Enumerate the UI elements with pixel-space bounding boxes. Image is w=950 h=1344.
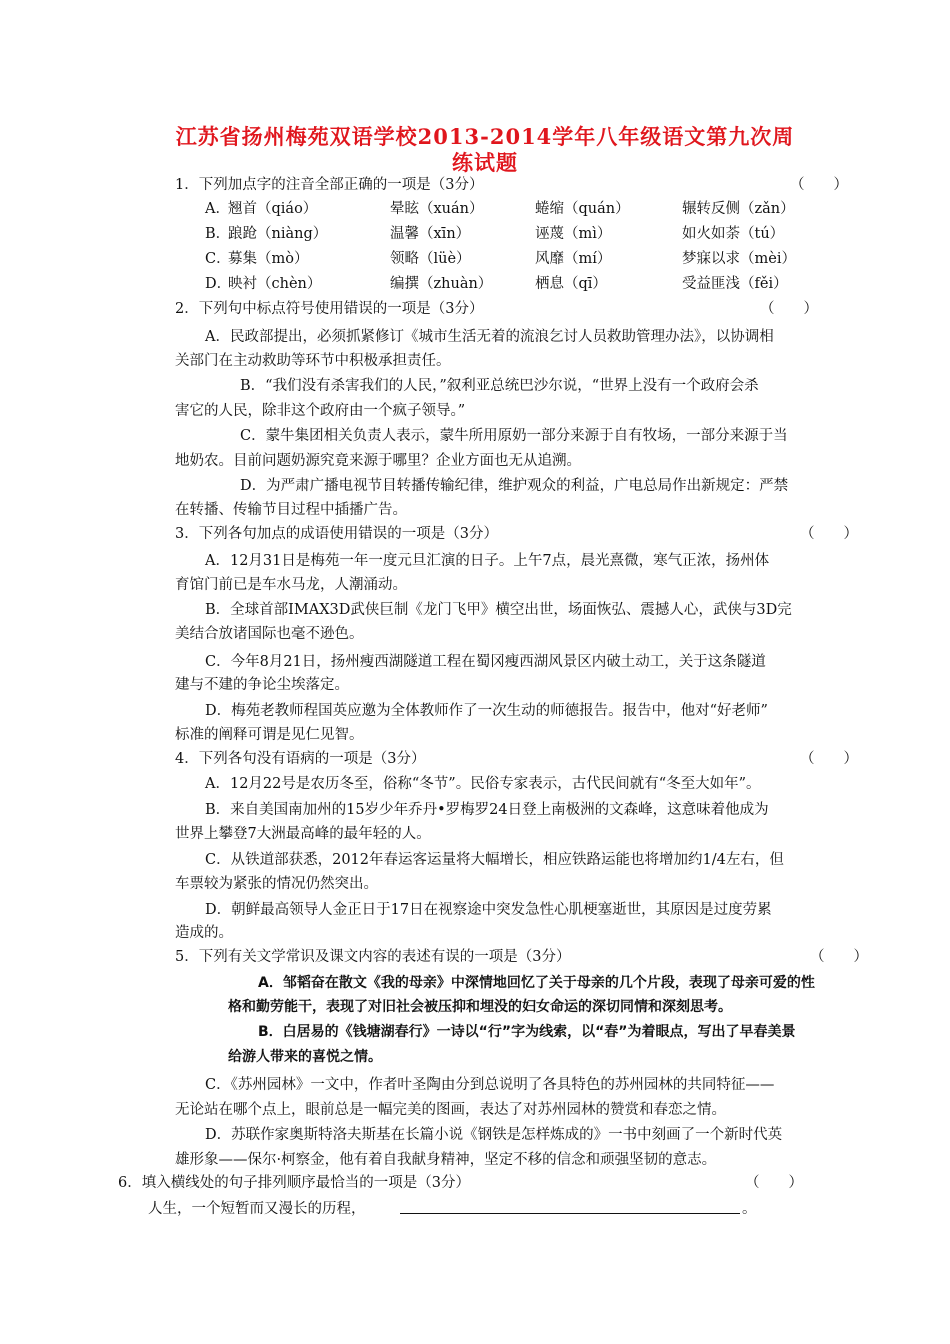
q2-option-c-cont: 地奶农。目前问题奶源究竟来源于哪里？企业方面也无从追溯。	[175, 453, 581, 469]
q2-stem: 2．下列句中标点符号使用错误的一项是（3分）	[175, 301, 484, 317]
q3-option-b-cont: 美结合放诸国际也毫不逊色。	[175, 626, 364, 642]
q3-option-b: B．全球首部IMAX3D武侠巨制《龙门飞甲》横空出世，场面恢弘、震撼人心，武侠与3D完	[205, 602, 792, 618]
q1-row-c-item3: 风靡（mí）	[535, 251, 612, 267]
q1-row-a-label: A．	[205, 201, 230, 217]
q4-stem: 4．下列各句没有语病的一项是（3分）	[175, 751, 426, 767]
q6-sentence: 人生，一个短暂而又漫长的历程，	[148, 1201, 366, 1217]
q1-row-c-label: C．	[205, 251, 231, 267]
q1-row-d-label: D．	[205, 276, 232, 292]
q4-option-d-cont: 造成的。	[175, 925, 233, 941]
q1-row-b-item3: 诬蔑（mì）	[535, 226, 612, 242]
q1-row-a-item3: 蜷缩（quán）	[535, 201, 630, 217]
q1-row-a-item4: 辗转反侧（zǎn）	[682, 201, 795, 217]
q5-option-d-cont: 雄形象——保尔·柯察金，他有着自我献身精神，坚定不移的信念和顽强坚韧的意志。	[175, 1152, 717, 1168]
q6-fill-in-blank[interactable]	[400, 1213, 740, 1214]
q1-row-c-item2: 领略（lüè）	[390, 251, 471, 267]
q1-row-a-item2: 晕眩（xuán）	[390, 201, 484, 217]
q4-option-c: C．从铁道部获悉，2012年春运客运量将大幅增长，相应铁路运能也将增加约1/4左右，但	[205, 852, 784, 868]
q4-option-a: A．12月22号是农历冬至，俗称“冬节”。民俗专家表示，古代民间就有“冬至大如年”。	[205, 776, 761, 792]
q5-option-b-cont: 给游人带来的喜悦之情。	[228, 1049, 382, 1065]
q5-option-c: C．《苏州园林》一文中，作者叶圣陶由分到总说明了各具特色的苏州园林的共同特征——	[205, 1077, 775, 1093]
q1-row-b-item2: 温馨（xīn）	[390, 226, 471, 242]
q1-row-d-item4: 受益匪浅（fěi）	[682, 276, 788, 292]
q1-row-b-label: B．	[205, 226, 231, 242]
page-title: 江苏省扬州梅苑双语学校2013-2014学年八年级语文第九次周	[175, 124, 795, 149]
q3-answer-bracket: （ ）	[800, 526, 858, 542]
q1-row-c-item4: 梦寐以求（mèi）	[682, 251, 796, 267]
q1-row-b-item4: 如火如荼（tú）	[682, 226, 785, 242]
q5-option-a: A．邹韬奋在散文《我的母亲》中深情地回忆了关于母亲的几个片段，表现了母亲可爱的性	[258, 975, 815, 991]
q1-row-c-item1: 募集（mò）	[228, 251, 309, 267]
q5-option-b: B．白居易的《钱塘湖春行》一诗以“行”字为线索，以“春”为着眼点，写出了早春美景	[258, 1024, 796, 1040]
q1-row-d-item1: 映衬（chèn）	[228, 276, 322, 292]
q5-stem: 5．下列有关文学常识及课文内容的表述有误的一项是（3分）	[175, 949, 571, 965]
q2-option-a: A．民政部提出，必须抓紧修订《城市生活无着的流浪乞讨人员救助管理办法》，以协调相	[205, 329, 774, 345]
q1-row-d-item2: 编撰（zhuàn）	[390, 276, 493, 292]
q2-option-c: C．蒙牛集团相关负责人表示，蒙牛所用原奶一部分来源于自有牧场，一部分来源于当	[240, 428, 788, 444]
q4-option-b-cont: 世界上攀登7大洲最高峰的最年轻的人。	[175, 826, 431, 842]
q2-option-a-cont: 关部门在主动救助等环节中积极承担责任。	[175, 353, 451, 369]
q4-option-b: B．来自美国南加州的15岁少年乔丹•罗梅罗24日登上南极洲的文森峰，这意味着他成为	[205, 802, 769, 818]
q1-row-a-item1: 翘首（qiáo）	[228, 201, 318, 217]
q3-option-a-cont: 育馆门前已是车水马龙，人潮涌动。	[175, 577, 407, 593]
q2-option-b: B．“我们没有杀害我们的人民，”叙利亚总统巴沙尔说，“世界上没有一个政府会杀	[240, 378, 759, 394]
q2-option-d: D．为严肃广播电视节目转播传输纪律，维护观众的利益，广电总局作出新规定：严禁	[240, 478, 789, 494]
q5-option-d: D．苏联作家奥斯特洛夫斯基在长篇小说《钢铁是怎样炼成的》一书中刻画了一个新时代英	[205, 1127, 783, 1143]
q1-answer-bracket: （ ）	[790, 177, 848, 193]
q5-option-c-cont: 无论站在哪个点上，眼前总是一幅完美的图画，表达了对苏州园林的赞赏和春恋之情。	[175, 1102, 726, 1118]
q3-option-c-cont: 建与不建的争论尘埃落定。	[175, 677, 349, 693]
q4-option-c-cont: 车票较为紧张的情况仍然突出。	[175, 876, 378, 892]
q3-option-d: D．梅苑老教师程国英应邀为全体教师作了一次生动的师德报告。报告中，他对“好老师”	[205, 703, 768, 719]
q1-stem: 1．下列加点字的注音全部正确的一项是（3分）	[175, 177, 484, 193]
q2-option-b-cont: 害它的人民，除非这个政府由一个疯子领导。”	[175, 403, 466, 419]
page-title-continued: 练试题	[452, 150, 518, 175]
q3-option-c: C．今年8月21日，扬州瘦西湖隧道工程在蜀冈瘦西湖风景区内破土动工，关于这条隧道	[205, 654, 766, 670]
q4-option-d: D．朝鲜最高领导人金正日于17日在视察途中突发急性心肌梗塞逝世，其原因是过度劳累	[205, 902, 772, 918]
q3-stem: 3．下列各句加点的成语使用错误的一项是（3分）	[175, 526, 498, 542]
q6-answer-bracket: （ ）	[745, 1175, 803, 1191]
q2-option-d-cont: 在转播、传输节目过程中插播广告。	[175, 502, 407, 518]
q6-sentence-end: 。	[742, 1201, 757, 1217]
q1-row-b-item1: 踉跄（niàng）	[228, 226, 328, 242]
q5-option-a-cont: 格和勤劳能干，表现了对旧社会被压抑和埋没的妇女命运的深切同情和深刻思考。	[228, 999, 732, 1015]
q5-answer-bracket: （ ）	[810, 949, 868, 965]
q1-row-d-item3: 栖息（qī）	[535, 276, 607, 292]
q3-option-d-cont: 标准的阐释可谓是见仁见智。	[175, 727, 364, 743]
q4-answer-bracket: （ ）	[800, 751, 858, 767]
q3-option-a: A．12月31日是梅苑一年一度元旦汇演的日子。上午7点，晨光熹微，寒气正浓，扬州体	[205, 553, 770, 569]
q6-stem: 6．填入横线处的句子排列顺序最恰当的一项是（3分）	[118, 1175, 470, 1191]
q2-answer-bracket: （ ）	[760, 301, 818, 317]
